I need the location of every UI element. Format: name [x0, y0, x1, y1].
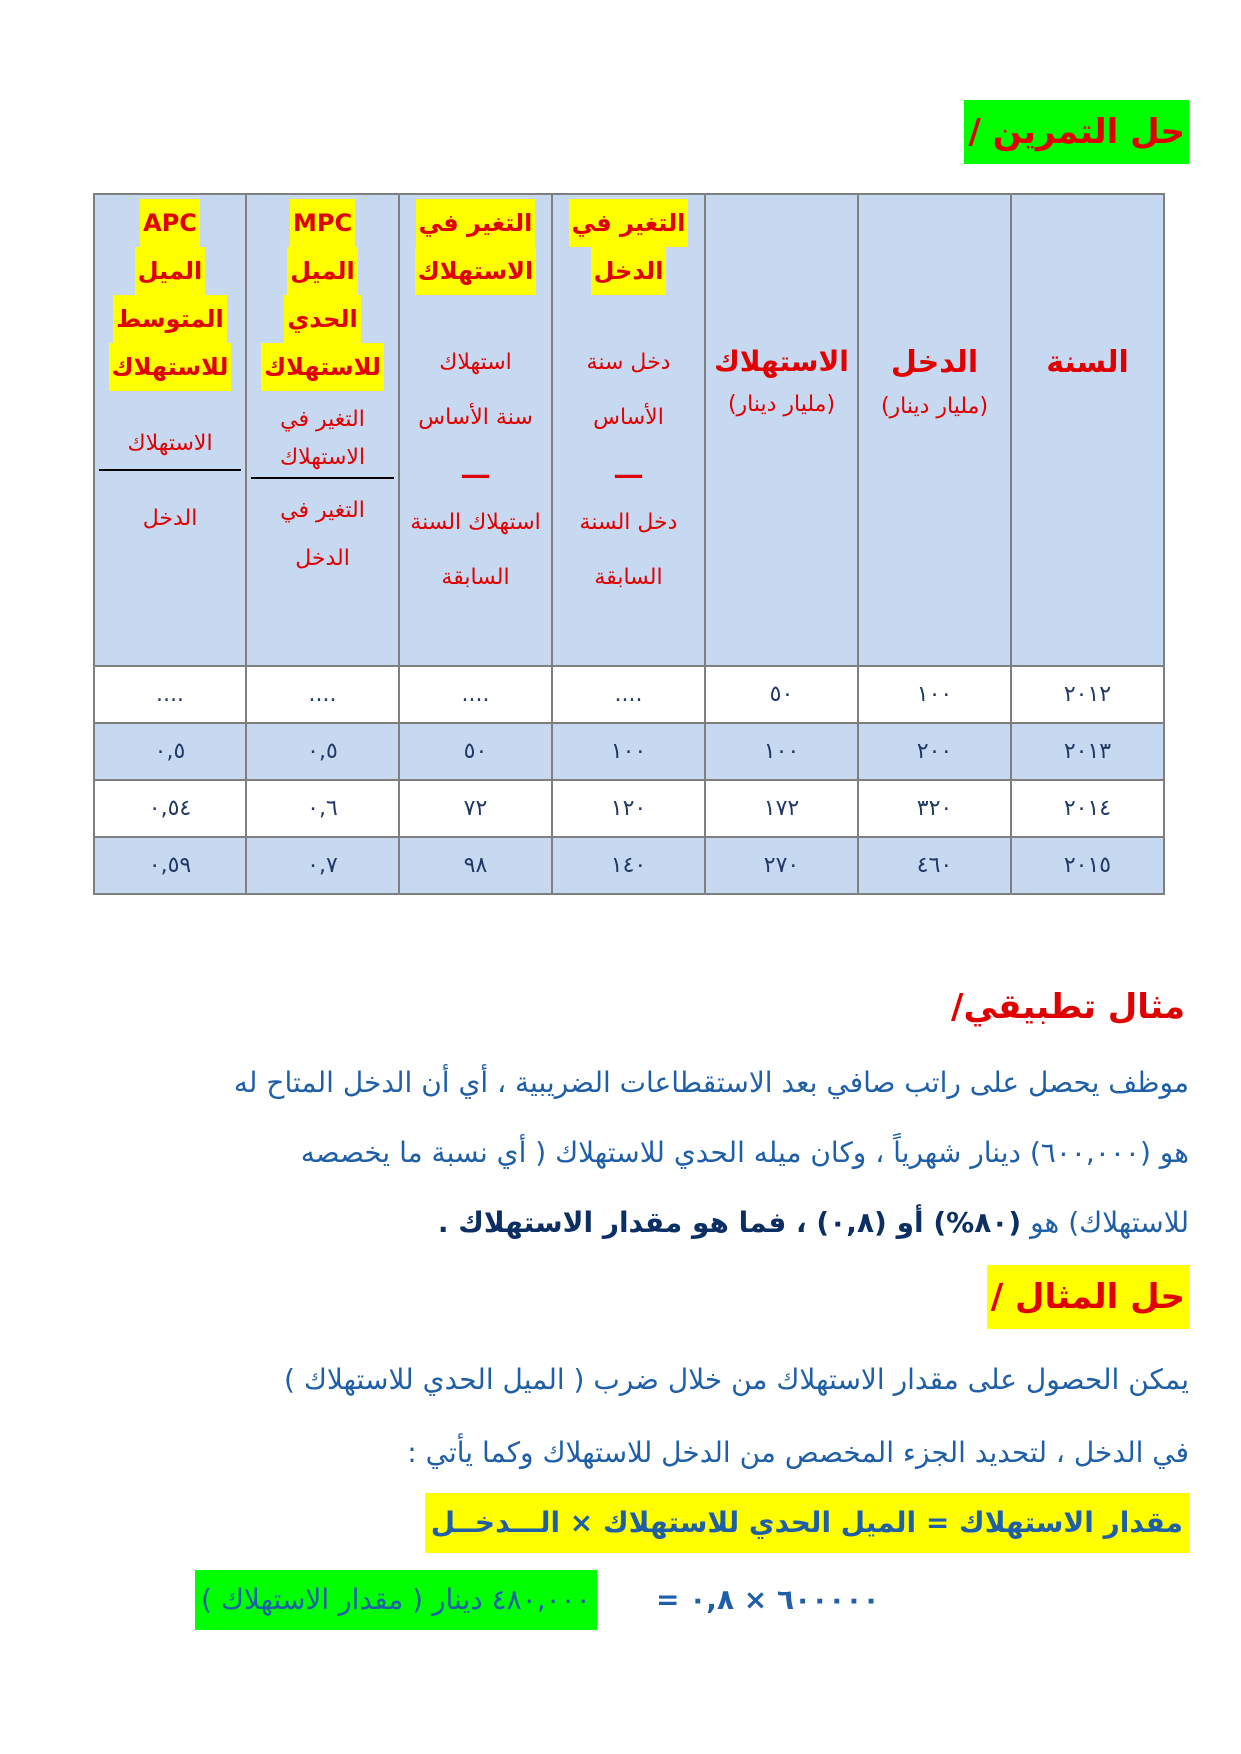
consumption-base-year-1: استهلاك — [439, 350, 512, 375]
header-apc-title-4: للاستهلاك — [109, 343, 232, 391]
header-consumption-title: الاستهلاك — [714, 345, 849, 378]
cell-income-change: .... — [552, 666, 705, 723]
header-apc — [94, 194, 246, 666]
minus-sign: ـــ — [615, 455, 642, 485]
mpc-numerator-1: التغير في — [280, 407, 365, 432]
header-mpc — [246, 194, 399, 666]
header-consumption-unit: (مليار دينار) — [727, 392, 836, 417]
calculation-left: ٦٠٠٠٠٠ × ٠,٨ = — [656, 1583, 880, 1616]
cell-year: ٢٠١٢ — [1011, 666, 1164, 723]
mpc-numerator-2: الاستهلاك — [279, 445, 366, 470]
cell-mpc: ٠,٧ — [246, 837, 399, 894]
cell-consumption-change: ٧٢ — [399, 780, 552, 837]
income-base-year-2: الأساس — [593, 405, 664, 430]
cell-consumption: ١٠٠ — [705, 723, 858, 780]
cell-apc: ٠,٥ — [94, 723, 246, 780]
cell-apc: .... — [94, 666, 246, 723]
header-income — [858, 194, 1011, 666]
header-consumption-change — [399, 194, 552, 666]
cell-mpc: ٠,٦ — [246, 780, 399, 837]
fraction-line — [99, 469, 242, 471]
solution-line-1: يمكن الحصول على مقدار الاستهلاك من خلال ضرب ( الميل الحدي للاستهلاك ) — [284, 1363, 1189, 1396]
income-previous-year-1: دخل السنة — [579, 510, 678, 535]
table-row — [94, 837, 1164, 894]
header-consumption-change-title-2: الاستهلاك — [415, 247, 537, 295]
consumption-formula: مقدار الاستهلاك = الميل الحدي للاستهلاك × الـــدخــل — [425, 1493, 1189, 1553]
cell-apc: ٠,٥٤ — [94, 780, 246, 837]
solution-line-2: في الدخل ، لتحديد الجزء المخصص من الدخل للاستهلاك وكما يأتي : — [407, 1436, 1189, 1469]
header-year-title: السنة — [1046, 345, 1129, 380]
header-apc-title-2: الميل — [135, 247, 206, 295]
mpc-denominator-1: التغير في — [280, 498, 365, 523]
header-consumption — [705, 194, 858, 666]
cell-consumption-change: .... — [399, 666, 552, 723]
consumption-previous-year-1: استهلاك السنة — [410, 510, 541, 535]
cell-income: ٤٦٠ — [858, 837, 1011, 894]
exercise-solution-heading: حل التمرين / — [964, 100, 1189, 164]
apc-numerator: الاستهلاك — [127, 431, 213, 456]
cell-apc: ٠,٥٩ — [94, 837, 246, 894]
cell-consumption: ٥٠ — [705, 666, 858, 723]
header-mpc-title-3: الحدي — [284, 295, 360, 343]
consumption-previous-year-2: السابقة — [441, 565, 510, 590]
cell-consumption: ١٧٢ — [705, 780, 858, 837]
header-apc-title-3: المتوسط — [113, 295, 226, 343]
calculation-result: ٤٨٠,٠٠٠ دينار ( مقدار الاستهلاك ) — [195, 1570, 597, 1630]
header-income-change-title-2: الدخل — [591, 247, 667, 295]
cell-year: ٢٠١٥ — [1011, 837, 1164, 894]
cell-income-change: ١٢٠ — [552, 780, 705, 837]
header-income-title: الدخل — [890, 345, 979, 380]
table-row — [94, 666, 1164, 723]
cell-income-change: ١٤٠ — [552, 837, 705, 894]
table-row — [94, 723, 1164, 780]
consumption-base-year-2: سنة الأساس — [418, 405, 533, 430]
example-line-1: موظف يحصل على راتب صافي بعد الاستقطاعات الضريبية ، أي أن الدخل المتاح له — [233, 1066, 1189, 1099]
header-income-change — [552, 194, 705, 666]
header-apc-title-1: APC — [140, 199, 200, 247]
header-mpc-title-2: الميل — [287, 247, 358, 295]
fraction-line — [251, 477, 394, 479]
minus-sign: ـــ — [462, 455, 489, 485]
cell-consumption-change: ٥٠ — [399, 723, 552, 780]
header-income-change-title-1: التغير في — [569, 199, 689, 247]
consumption-table — [93, 193, 1165, 895]
example-line-3 — [438, 1188, 1189, 1258]
apc-denominator: الدخل — [142, 506, 198, 531]
income-previous-year-2: السابقة — [594, 565, 663, 590]
cell-year: ٢٠١٣ — [1011, 723, 1164, 780]
cell-income-change: ١٠٠ — [552, 723, 705, 780]
example-line-3-normal: للاستهلاك) هو — [1030, 1206, 1189, 1239]
table-row — [94, 780, 1164, 837]
header-year — [1011, 194, 1164, 666]
cell-income: ٢٠٠ — [858, 723, 1011, 780]
cell-year: ٢٠١٤ — [1011, 780, 1164, 837]
cell-consumption-change: ٩٨ — [399, 837, 552, 894]
applied-example-heading: مثال تطبيقي/ — [951, 987, 1185, 1027]
cell-income: ١٠٠ — [858, 666, 1011, 723]
cell-consumption: ٢٧٠ — [705, 837, 858, 894]
header-income-unit: (مليار دينار) — [880, 394, 989, 419]
cell-income: ٣٢٠ — [858, 780, 1011, 837]
example-solution-heading: حل المثال / — [987, 1265, 1189, 1329]
header-mpc-title-4: للاستهلاك — [261, 343, 384, 391]
income-base-year-1: دخل سنة — [586, 350, 671, 375]
table-header-row — [94, 194, 1164, 666]
cell-mpc: ٠,٥ — [246, 723, 399, 780]
header-mpc-title-1: MPC — [290, 199, 355, 247]
mpc-denominator-2: الدخل — [295, 546, 350, 571]
cell-mpc: .... — [246, 666, 399, 723]
header-consumption-change-title-1: التغير في — [416, 199, 536, 247]
example-line-2: هو (٦٠٠,٠٠٠) دينار شهرياً ، وكان ميله الحدي للاستهلاك ( أي نسبة ما يخصصه — [300, 1136, 1189, 1169]
example-line-3-bold: (٨٠%) أو (٠,٨) ، فما هو مقدار الاستهلاك . — [437, 1206, 1022, 1239]
